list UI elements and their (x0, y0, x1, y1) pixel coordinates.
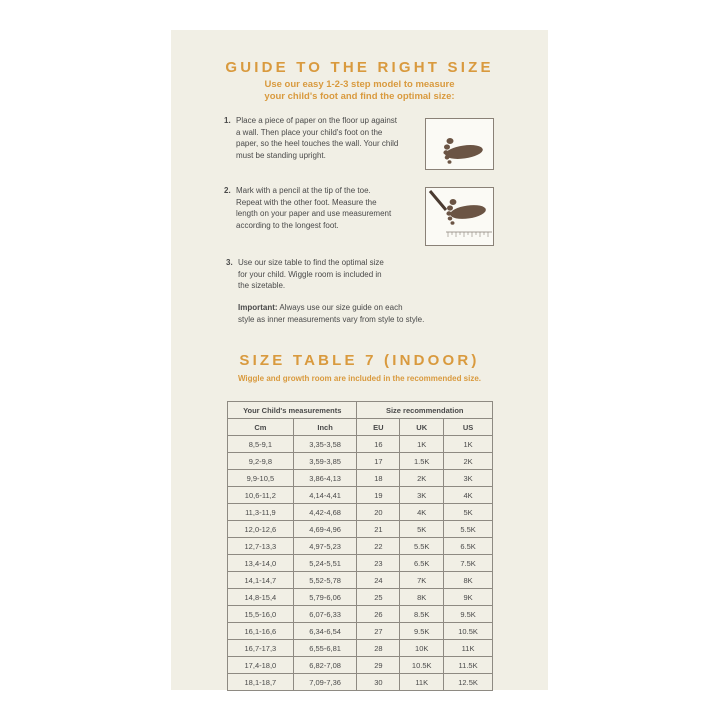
group-header-measurements: Your Child's measurements (228, 402, 357, 419)
table-cell: 18 (357, 470, 400, 487)
table-cell: 16,7-17,3 (228, 640, 294, 657)
table-row (228, 555, 493, 572)
table-cell: 7.5K (444, 555, 493, 572)
table-row (228, 487, 493, 504)
table-cell: 9.5K (444, 606, 493, 623)
table-cell: 6.5K (444, 538, 493, 555)
table-cell: 8,5-9,1 (228, 436, 294, 453)
table-group-header-row (228, 402, 493, 419)
table-cell: 1.5K (400, 453, 444, 470)
table-cell: 4,42-4,68 (293, 504, 357, 521)
size-guide-card (171, 30, 548, 690)
important-label: Important: (238, 303, 278, 312)
table-cell: 9,9-10,5 (228, 470, 294, 487)
table-cell: 10K (400, 640, 444, 657)
table-row (228, 623, 493, 640)
table-cell: 4,97-5,23 (293, 538, 357, 555)
step-number: 2. (224, 186, 231, 195)
column-header-cm: Cm (228, 419, 294, 436)
table-cell: 21 (357, 521, 400, 538)
table-row (228, 521, 493, 538)
table-cell: 1K (400, 436, 444, 453)
table-cell: 8.5K (400, 606, 444, 623)
table-cell: 11K (400, 674, 444, 691)
table-cell: 27 (357, 623, 400, 640)
table-cell: 10,6-11,2 (228, 487, 294, 504)
table-cell: 20 (357, 504, 400, 521)
table-header-row (228, 419, 493, 436)
table-cell: 11.5K (444, 657, 493, 674)
table-cell: 16 (357, 436, 400, 453)
table-cell: 5K (444, 504, 493, 521)
guide-subtitle: Use our easy 1-2-3 step model to measure your child's foot and find the optimal size: (264, 79, 455, 102)
table-cell: 6,55-6,81 (293, 640, 357, 657)
table-cell: 2K (444, 453, 493, 470)
table-cell: 5K (400, 521, 444, 538)
table-cell: 6,07-6,33 (293, 606, 357, 623)
table-row (228, 572, 493, 589)
table-row (228, 674, 493, 691)
table-cell: 3,35-3,58 (293, 436, 357, 453)
table-cell: 7K (400, 572, 444, 589)
table-cell: 5,24-5,51 (293, 555, 357, 572)
size-table-title: SIZE TABLE 7 (INDOOR) (239, 352, 480, 369)
footprint-icon (425, 118, 494, 170)
table-cell: 5.5K (444, 521, 493, 538)
table-cell: 14,1-14,7 (228, 572, 294, 589)
guide-title: GUIDE TO THE RIGHT SIZE (225, 59, 494, 76)
table-cell: 29 (357, 657, 400, 674)
table-cell: 25 (357, 589, 400, 606)
table-cell: 4,69-4,96 (293, 521, 357, 538)
table-cell: 2K (400, 470, 444, 487)
table-cell: 26 (357, 606, 400, 623)
table-cell: 3K (400, 487, 444, 504)
table-row (228, 538, 493, 555)
column-header-us: US (444, 419, 493, 436)
table-cell: 19 (357, 487, 400, 504)
table-cell: 13,4-14,0 (228, 555, 294, 572)
step-text: Use our size table to find the optimal size for your child. Wiggle room is included in the sizetable. (238, 258, 384, 290)
column-header-inch: Inch (293, 419, 357, 436)
step-text: Mark with a pencil at the tip of the toe. Repeat with the other foot. Measure the length on your paper and use measurement according to the longest foot. (236, 186, 392, 230)
table-cell: 11,3-11,9 (228, 504, 294, 521)
table-cell: 28 (357, 640, 400, 657)
table-cell: 6,34-6,54 (293, 623, 357, 640)
pencil-footprint-ruler-icon (425, 187, 494, 246)
step-text: Place a piece of paper on the floor up against a wall. Then place your child's foot on the paper, so the heel touches the wall. Your child must be standing upright. (236, 116, 399, 160)
table-row (228, 606, 493, 623)
column-header-uk: UK (400, 419, 444, 436)
table-cell: 22 (357, 538, 400, 555)
table-cell: 4,14-4,41 (293, 487, 357, 504)
table-cell: 7,09-7,36 (293, 674, 357, 691)
table-cell: 14,8-15,4 (228, 589, 294, 606)
table-cell: 5,79-6,06 (293, 589, 357, 606)
table-cell: 4K (444, 487, 493, 504)
table-cell: 16,1-16,6 (228, 623, 294, 640)
group-header-recommendation: Size recommendation (357, 402, 493, 419)
table-cell: 10.5K (400, 657, 444, 674)
step-number: 1. (224, 116, 231, 125)
important-note: Important: Always use our size guide on each style as inner measurements vary from style to style. (238, 303, 425, 324)
table-cell: 11K (444, 640, 493, 657)
table-cell: 8K (400, 589, 444, 606)
table-cell: 6,82-7,08 (293, 657, 357, 674)
table-cell: 3K (444, 470, 493, 487)
table-cell: 5,52-5,78 (293, 572, 357, 589)
table-cell: 15,5-16,0 (228, 606, 294, 623)
table-cell: 1K (444, 436, 493, 453)
step-number: 3. (226, 258, 233, 267)
table-cell: 9K (444, 589, 493, 606)
size-table (227, 401, 493, 691)
table-cell: 17 (357, 453, 400, 470)
table-cell: 10.5K (444, 623, 493, 640)
table-row (228, 504, 493, 521)
table-cell: 9.5K (400, 623, 444, 640)
table-cell: 17,4-18,0 (228, 657, 294, 674)
table-cell: 18,1-18,7 (228, 674, 294, 691)
table-cell: 5.5K (400, 538, 444, 555)
table-cell: 9,2-9,8 (228, 453, 294, 470)
table-cell: 4K (400, 504, 444, 521)
table-row (228, 453, 493, 470)
table-cell: 3,59-3,85 (293, 453, 357, 470)
table-row (228, 470, 493, 487)
table-row (228, 657, 493, 674)
table-cell: 30 (357, 674, 400, 691)
table-cell: 8K (444, 572, 493, 589)
column-header-eu: EU (357, 419, 400, 436)
table-cell: 12.5K (444, 674, 493, 691)
table-cell: 12,0-12,6 (228, 521, 294, 538)
table-cell: 3,86-4,13 (293, 470, 357, 487)
table-row (228, 640, 493, 657)
table-cell: 6.5K (400, 555, 444, 572)
table-row (228, 589, 493, 606)
table-cell: 24 (357, 572, 400, 589)
table-row (228, 436, 493, 453)
table-cell: 23 (357, 555, 400, 572)
table-cell: 12,7-13,3 (228, 538, 294, 555)
size-table-subtitle: Wiggle and growth room are included in the recommended size. (237, 374, 482, 383)
